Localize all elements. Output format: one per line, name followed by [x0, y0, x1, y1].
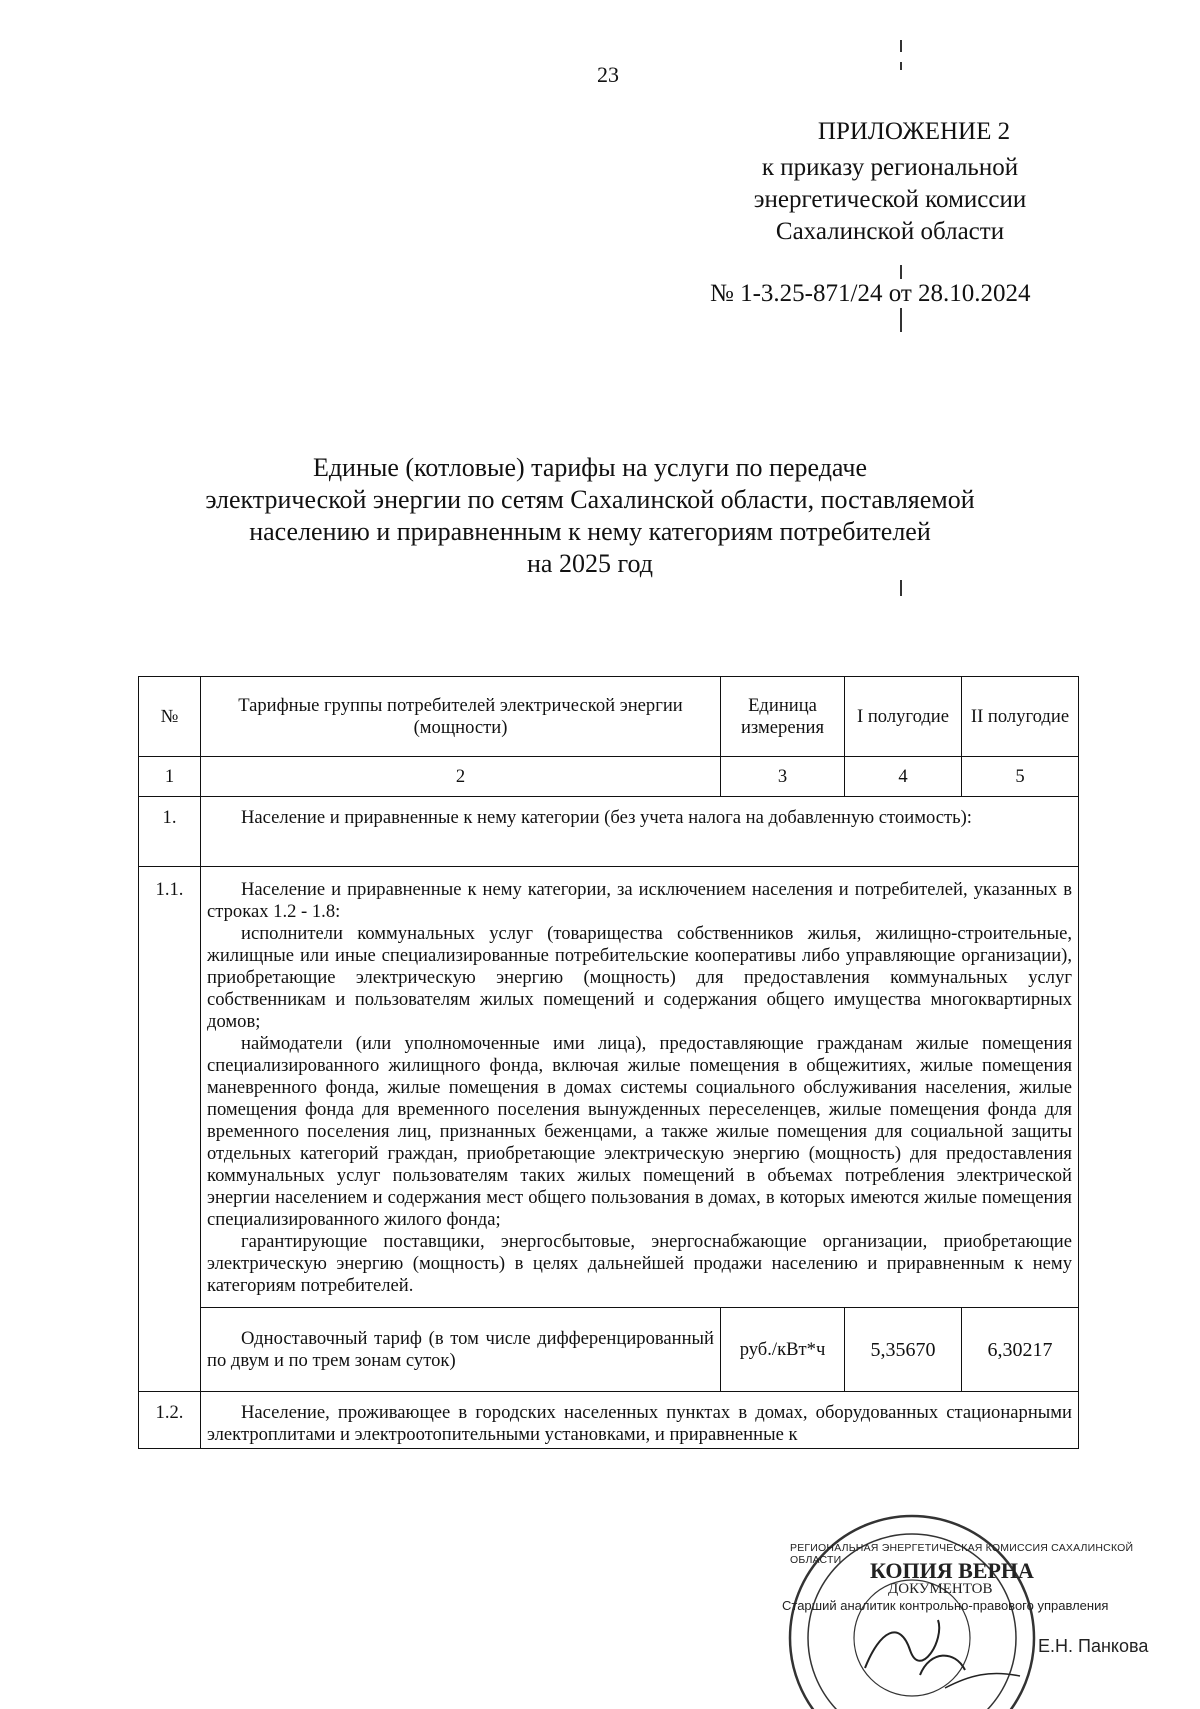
row-number: 1. — [139, 797, 201, 867]
tariff-name-text: Одноставочный тариф (в том числе дифференцированный по двум и по трем зонам суток) — [207, 1327, 714, 1371]
stamp-copy: КОПИЯ ВЕРНА — [870, 1558, 1034, 1583]
tariff-value-half-2: 6,30217 — [962, 1308, 1079, 1392]
row-1-1-paragraph-1: Население и приравненные к нему категории, за исключением населения и потребителей, указанных в строках 1.2 - 1.8: — [207, 879, 1072, 922]
column-number-row — [139, 757, 1079, 797]
appendix-number-date: № 1-3.25-871/24 от 28.10.2024 — [710, 280, 1031, 307]
tariff-value-half-1: 5,35670 — [845, 1308, 962, 1392]
header-number: № — [139, 677, 201, 757]
col-number-1: 1 — [139, 757, 201, 797]
row-text — [201, 1392, 1079, 1449]
certification-stamp — [770, 1500, 1170, 1709]
col-number-3: 3 — [721, 757, 845, 797]
stamp-position: Старший аналитик контрольно-правового управления — [782, 1598, 1109, 1613]
title-line-1: Единые (котловые) тарифы на услуги по передаче — [312, 453, 868, 482]
appendix-line-2: энергетической комиссии — [753, 186, 1027, 213]
row-number: 1.2. — [139, 1392, 201, 1449]
title-line-4: на 2025 год — [527, 549, 653, 578]
stamp-org: РЕГИОНАЛЬНАЯ ЭНЕРГЕТИЧЕСКАЯ КОМИССИЯ САХАЛИНСКОЙ ОБЛАСТИ — [790, 1542, 1134, 1566]
header-unit: Единица измерения — [721, 677, 845, 757]
appendix-line-3: Сахалинской области — [775, 218, 1005, 245]
page-number: 23 — [597, 62, 619, 87]
title-line-3: населению и приравненным к нему категориям потребителей — [249, 517, 931, 546]
col-number-4: 4 — [845, 757, 962, 797]
row-1-1-paragraph-4: гарантирующие поставщики, энергосбытовые, энергоснабжающие организации, приобретающие электрическую энергию (мощность) в целях дальнейшей продажи населению и приравненным к нему категориям потребителей. — [207, 1231, 1072, 1296]
header-half-1: I полугодие — [845, 677, 962, 757]
row-1-1-paragraph-2: исполнители коммунальных услуг (товарищества собственников жилья, жилищно-строительные, жилищные или иные специализированные потребительские кооперативы либо управляющие организации), приобретающие электрическую энергию (мощность) для предоставления коммунальных услуг собственникам и пользователям жилых помещений и содержания общего имущества многоквартирных домов; — [207, 923, 1072, 1032]
table-header-row — [139, 677, 1079, 757]
tariff-table — [138, 676, 1079, 1449]
table-row — [139, 867, 1079, 1308]
col-number-2: 2 — [201, 757, 721, 797]
table-row — [139, 797, 1079, 867]
row-text — [201, 797, 1079, 867]
row-1-1-paragraph-3: наймодатели (или уполномоченные ими лица), предоставляющие гражданам жилые помещения специализированного жилищного фонда, включая жилые помещения в общежитиях, жилые помещения маневренного фонда, жилые помещения в домах системы социального обслуживания населения, жилые помещения фонда для временного поселения вынужденных переселенцев, жилые помещения фонда для временного поселения лиц, признанных беженцами, а также жилые помещения для социальной защиты отдельных категорий граждан, приобретающие электрическую энергию (мощность) для предоставления коммунальных услуг пользователям таких жилых помещений в объемах потребления электрической энергии населением и содержания мест общего пользования в домах, в которых имеются жилые помещения специализированного жилого фонда; — [207, 1033, 1072, 1230]
col-number-5: 5 — [962, 757, 1079, 797]
table-row — [139, 1392, 1079, 1449]
tariff-name — [201, 1308, 721, 1392]
title-line-2: электрической энергии по сетям Сахалинской области, поставляемой — [205, 485, 975, 514]
appendix-title: ПРИЛОЖЕНИЕ 2 — [817, 118, 1011, 145]
tariff-row — [139, 1308, 1079, 1392]
document-title — [150, 452, 1030, 580]
row-text — [201, 867, 1079, 1308]
tariff-unit: руб./кВт*ч — [721, 1308, 845, 1392]
row-number: 1.1. — [139, 867, 201, 1392]
row-1-2-text: Население, проживающее в городских населенных пунктах в домах, оборудованных стационарными электроплитами и электроотопительными установками, и приравненные к — [207, 1402, 1072, 1445]
appendix-line-1: к приказу региональной — [761, 154, 1019, 181]
stamp-signer-name: Е.Н. Панкова — [1038, 1636, 1149, 1656]
stamp-docs: ДОКУМЕНТОВ — [888, 1581, 993, 1597]
header-group: Тарифные группы потребителей электрической энергии (мощности) — [201, 677, 721, 757]
row-1-text: Население и приравненные к нему категории (без учета налога на добавленную стоимость): — [241, 807, 972, 828]
header-half-2: II полугодие — [962, 677, 1079, 757]
